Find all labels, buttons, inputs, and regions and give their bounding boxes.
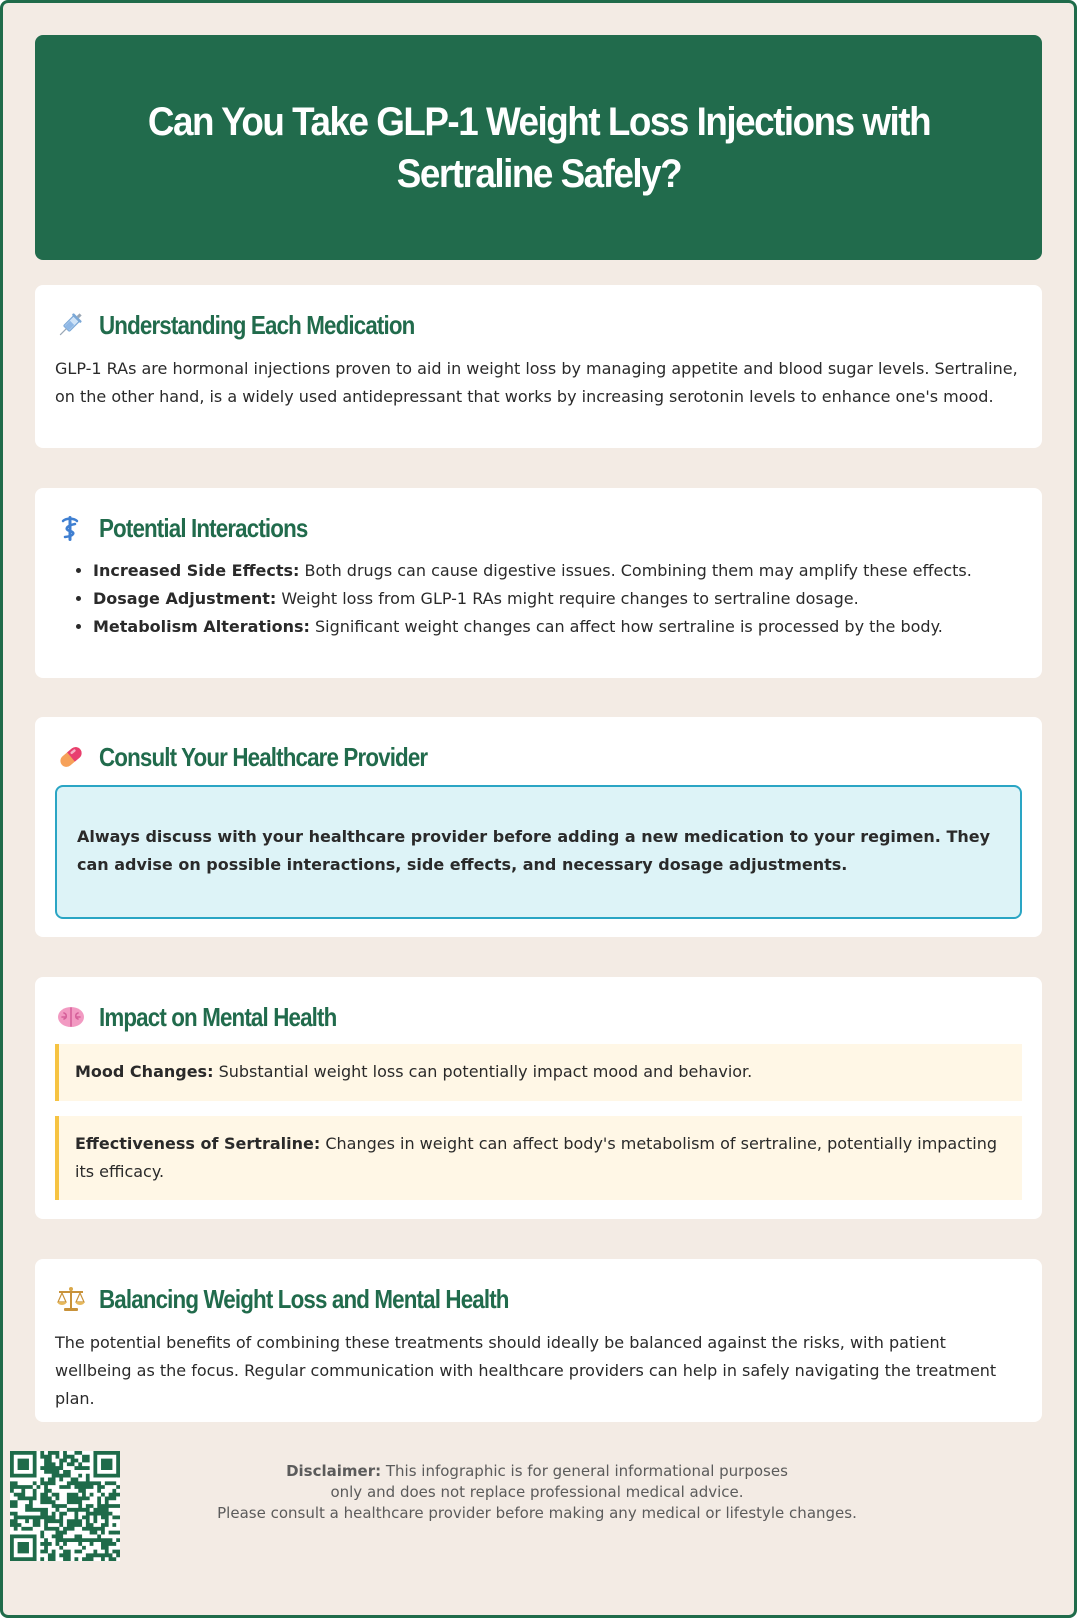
- brain-icon: [55, 999, 99, 1035]
- disclaimer: [203, 1461, 871, 1524]
- disclaimer-line-3: Please consult a healthcare provider before making any medical or lifestyle changes.: [217, 1504, 857, 1522]
- syringe-icon: [55, 307, 99, 343]
- page-header: [35, 35, 1042, 260]
- card-title: Impact on Mental Health: [99, 1001, 337, 1032]
- card-header: [55, 1281, 575, 1317]
- card-title: Understanding Each Medication: [99, 309, 415, 340]
- disclaimer-line-1: [203, 1461, 871, 1482]
- card-header: [55, 739, 481, 775]
- note-mood-changes: [55, 1044, 1022, 1101]
- disclaimer-line-2: only and does not replace professional medical advice.: [330, 1483, 744, 1501]
- note-text: Substantial weight loss can potentially impact mood and behavior.: [213, 1062, 753, 1081]
- card-consult: [35, 717, 1042, 937]
- card-understanding: [35, 285, 1042, 448]
- interaction-list: [55, 557, 1022, 641]
- item-text: Weight loss from GLP-1 RAs might require changes to sertraline dosage.: [276, 589, 859, 608]
- note-label: Effectiveness of Sertraline:: [75, 1134, 321, 1153]
- list-item: [93, 585, 1022, 613]
- qr-modules: [10, 1451, 120, 1561]
- card-balancing: [35, 1259, 1042, 1422]
- card-text: The potential benefits of combining these treatments should ideally be balanced against the risks, with patient wellbeing as the focus. Regular communication with healthcare providers can help in safely navigating the treatment plan.: [55, 1333, 997, 1408]
- item-label: Increased Side Effects:: [93, 561, 300, 580]
- disclaimer-label: Disclaimer:: [286, 1462, 382, 1480]
- note-label: Mood Changes:: [75, 1062, 214, 1081]
- card-header: [55, 307, 466, 343]
- consult-callout: Always discuss with your healthcare provider before adding a new medication to your regimen. They can advise on possible interactions, side effects, and necessary dosage adjustments.: [55, 785, 1022, 919]
- card-header: [55, 999, 375, 1035]
- card-interactions: [35, 488, 1042, 678]
- pill-icon: [55, 739, 99, 775]
- card-text: GLP-1 RAs are hormonal injections proven to aid in weight loss by managing appetite and blood sugar levels. Sertraline, on the other hand, is a widely used antidepressant that works by increasing serotonin levels to enhance one's mood.: [55, 359, 1018, 406]
- card-mental-health: [35, 977, 1042, 1219]
- qr-code: [10, 1451, 120, 1561]
- list-item: [93, 613, 1022, 641]
- card-header: [55, 510, 341, 546]
- card-title: Consult Your Healthcare Provider: [99, 741, 428, 772]
- item-text: Both drugs can cause digestive issues. Combining them may amplify these effects.: [299, 561, 972, 580]
- note-sertraline-effectiveness: [55, 1116, 1022, 1200]
- list-item: [93, 557, 1022, 585]
- card-title: Balancing Weight Loss and Mental Health: [99, 1283, 509, 1314]
- item-label: Metabolism Alterations:: [93, 617, 310, 636]
- item-text: Significant weight changes can affect how sertraline is processed by the body.: [309, 617, 943, 636]
- page-title: Can You Take GLP-1 Weight Loss Injections with Sertraline Safely?: [147, 99, 930, 196]
- scales-icon: [55, 1281, 99, 1317]
- disclaimer-text: This infographic is for general informational purposes: [381, 1462, 788, 1480]
- note-text: Changes in weight can affect body's metabolism of sertraline, potentially impacting its efficacy.: [75, 1134, 998, 1181]
- item-label: Dosage Adjustment:: [93, 589, 277, 608]
- medical-symbol-icon: [55, 510, 99, 546]
- card-title: Potential Interactions: [99, 512, 308, 543]
- qr-code-graphic: [10, 1451, 120, 1561]
